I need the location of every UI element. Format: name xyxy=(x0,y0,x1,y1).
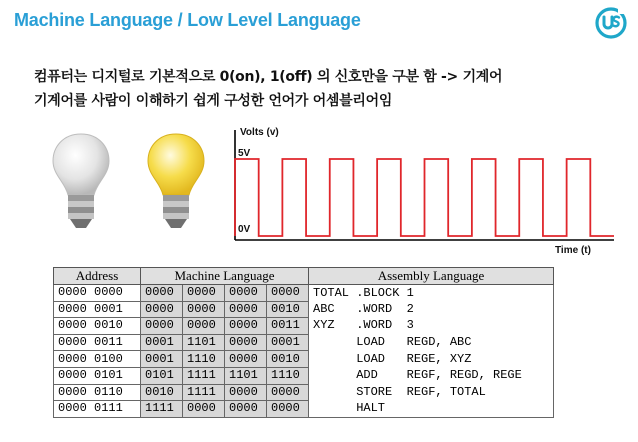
assembly-cell: ADD REGF, REGD, REGE xyxy=(309,367,554,384)
assembly-cell: LOAD REGE, XYZ xyxy=(309,351,554,368)
digital-signal-plot xyxy=(220,126,620,258)
machine-code-cell: 1111 xyxy=(183,384,225,401)
machine-code-cell: 0001 xyxy=(267,334,309,351)
machine-code-cell: 0000 xyxy=(225,301,267,318)
assembly-cell: HALT xyxy=(309,401,554,418)
machine-code-cell: 1111 xyxy=(183,367,225,384)
address-cell: 0000 0010 xyxy=(54,318,141,335)
table-row xyxy=(54,301,554,318)
table-row xyxy=(54,401,554,418)
machine-code-cell: 0000 xyxy=(183,318,225,335)
machine-code-cell: 0011 xyxy=(267,318,309,335)
machine-code-cell: 0000 xyxy=(183,301,225,318)
machine-code-cell: 1101 xyxy=(225,367,267,384)
y-axis-label: Volts (v) xyxy=(240,127,279,138)
machine-code-cell: 0000 xyxy=(225,351,267,368)
address-cell: 0000 0000 xyxy=(54,285,141,302)
address-cell: 0000 0001 xyxy=(54,301,141,318)
machine-code-cell: 0000 xyxy=(183,285,225,302)
header-machine-language: Machine Language xyxy=(141,268,309,285)
assembly-cell: ABC .WORD 2 xyxy=(309,301,554,318)
machine-code-cell: 0000 xyxy=(141,301,183,318)
address-cell: 0000 0011 xyxy=(54,334,141,351)
machine-code-cell: 0000 xyxy=(267,384,309,401)
table-row xyxy=(54,351,554,368)
assembly-cell: LOAD REGD, ABC xyxy=(309,334,554,351)
machine-code-cell: 0000 xyxy=(267,285,309,302)
address-cell: 0000 0110 xyxy=(54,384,141,401)
machine-code-cell: 1101 xyxy=(183,334,225,351)
machine-code-cell: 0101 xyxy=(141,367,183,384)
machine-code-cell: 0000 xyxy=(225,334,267,351)
signal-line xyxy=(235,159,614,236)
table-row xyxy=(54,318,554,335)
description-line-2: 기계어를 사람이 이해하기 쉽게 구성한 언어가 어셈블리어임 xyxy=(34,93,393,109)
machine-code-cell: 0010 xyxy=(141,384,183,401)
slide-title: Machine Language / Low Level Language xyxy=(14,10,361,30)
machine-code-cell: 0000 xyxy=(225,318,267,335)
lightbulb-on-icon xyxy=(145,132,207,236)
machine-code-cell: 0000 xyxy=(225,401,267,418)
square-wave xyxy=(235,159,614,236)
machine-code-cell: 0000 xyxy=(267,401,309,418)
machine-code-cell: 0001 xyxy=(141,351,183,368)
table-row xyxy=(54,367,554,384)
machine-code-cell: 0000 xyxy=(141,285,183,302)
machine-code-cell: 0001 xyxy=(141,334,183,351)
machine-code-cell: 0010 xyxy=(267,301,309,318)
x-axis-label: Time (t) xyxy=(555,245,591,256)
high-level-label: 5V xyxy=(238,148,251,159)
us-logo-icon xyxy=(594,6,628,40)
machine-code-cell: 1111 xyxy=(141,401,183,418)
machine-code-cell: 0000 xyxy=(183,401,225,418)
header-assembly-language: Assembly Language xyxy=(309,268,554,285)
assembly-cell: STORE REGF, TOTAL xyxy=(309,384,554,401)
machine-code-cell: 0000 xyxy=(141,318,183,335)
table-row xyxy=(54,384,554,401)
address-cell: 0000 0100 xyxy=(54,351,141,368)
table-row xyxy=(54,334,554,351)
assembly-cell: XYZ .WORD 3 xyxy=(309,318,554,335)
machine-code-cell: 0000 xyxy=(225,285,267,302)
lightbulb-off-icon xyxy=(50,132,112,236)
header-address: Address xyxy=(54,268,141,285)
machine-code-cell: 0010 xyxy=(267,351,309,368)
machine-code-cell: 0000 xyxy=(225,384,267,401)
table-row xyxy=(54,285,554,302)
machine-code-cell: 1110 xyxy=(183,351,225,368)
machine-assembly-table xyxy=(53,267,554,418)
assembly-cell: TOTAL .BLOCK 1 xyxy=(309,285,554,302)
address-cell: 0000 0111 xyxy=(54,401,141,418)
description-line-1: 컴퓨터는 디지털로 기본적으로 0(on), 1(off) 의 신호만을 구분 함 -> 기계어 xyxy=(34,69,503,85)
low-level-label: 0V xyxy=(238,224,251,235)
machine-code-cell: 1110 xyxy=(267,367,309,384)
address-cell: 0000 0101 xyxy=(54,367,141,384)
